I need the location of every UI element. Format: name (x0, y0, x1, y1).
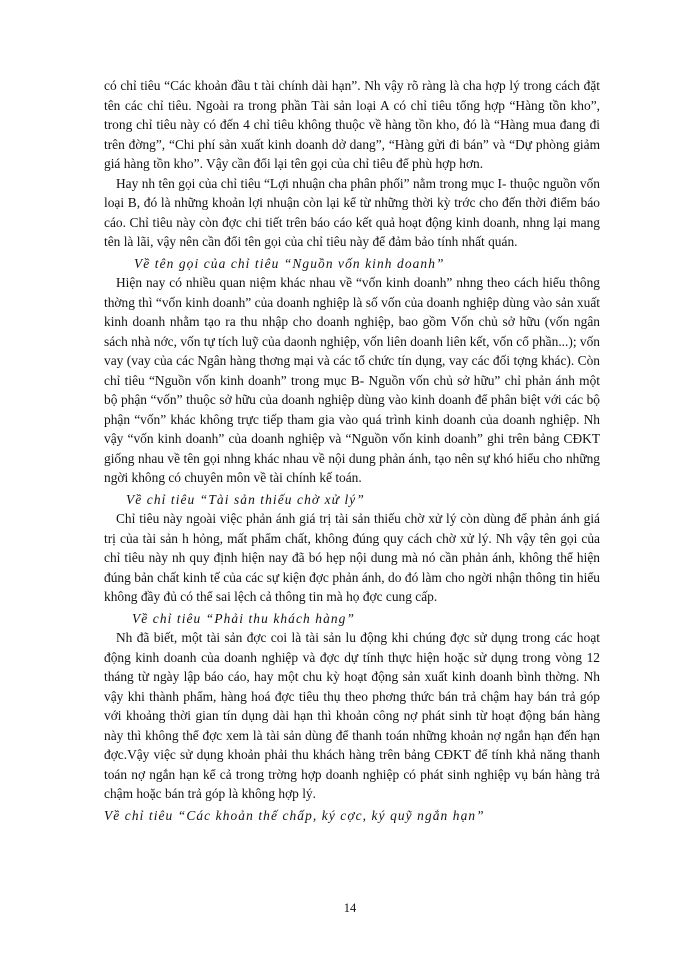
section-heading-business-capital: Về tên gọi của chỉ tiêu “Nguồn vốn kinh doanh” (134, 255, 445, 271)
section-heading-deposits: Về chỉ tiêu “Các khoản thế chấp, ký cợc, ký quỹ ngắn hạn” (104, 807, 485, 823)
page-number: 14 (343, 901, 357, 915)
paragraph-business-capital: Hiện nay có nhiều quan niệm khác nhau về “vốn kinh doanh” nhng theo cách hiểu thông thờng thì “vốn kinh doanh” của doanh nghiệp là số vốn của doanh nghiệp dùng vào sản xuất kinh doanh nhằm tạo ra thu nhập cho doanh nghiệp, bao gồm Vốn chủ sở hữu (vốn ngân sách nhà nớc, vốn tự tích luỹ của daonh nghiệp, vốn liên doanh liên kết, vốn cổ phần...); vốn vay (vay của các Ngân hàng thơng mại và các tổ chức tín dụng, vay các đối tợng khác). Còn chỉ tiêu “Nguồn vốn kinh doanh” trong mục B- Nguồn vốn chủ sở hữu” chỉ phản ánh một bộ phận “vốn” thuộc sở hữu của doanh nghiệp dùng vào kinh doanh để phân biệt với các bộ phận “vốn” khác không trực tiếp tham gia vào quá trình kinh doanh của doanh nghiệp. Nh vậy “vốn kinh doanh” của doanh nghiệp và “Nguồn vốn kinh doanh” ghi trên bảng CĐKT giống nhau về tên gọi nhng khác nhau về nội dung phản ánh, tạo nên sự khó hiểu cho những ngời không có chuyên môn về tài chính kế toán. (104, 275, 600, 485)
paragraph-intro: có chỉ tiêu “Các khoản đầu t tài chính dài hạn”. Nh vậy rõ ràng là cha hợp lý trong cách đặt tên các chỉ tiêu. Ngoài ra trong phần Tài sản loại A có chỉ tiêu tổng hợp “Hàng tồn kho”, trong chỉ tiêu này có đến 4 chỉ tiêu không thuộc về hàng tồn kho, đó là “Hàng mua đang đi trên đờng”, “Chi phí sản xuất kinh doanh dở dang”, “Hàng gửi đi bán” và “Dự phòng giảm giá hàng tồn kho”. Vậy cần đổi lại tên gọi của chỉ tiêu để phù hợp hơn. (104, 78, 600, 171)
page-body (104, 76, 600, 825)
paragraph-receivables: Nh đã biết, một tài sản đợc coi là tài sản lu động khi chúng đợc sử dụng trong các hoạt động kinh doanh của doanh nghiệp và đợc dự tính thực hiện hoặc sử dụng trong vòng 12 tháng từ ngày lập báo cáo, hay một chu kỳ hoạt động sản xuất kinh doanh bình thờng. Nh vậy khi thành phẩm, hàng hoá đợc tiêu thụ theo phơng thức bán trả chậm hay bán trả góp với khoảng thời gian tín dụng dài hạn thì khoản công nợ phát sinh từ hoạt động bán hàng này thì không thể đợc xem là tài sản dùng để thanh toán những khoản nợ ngắn hạn đến hạn đợc.Vậy việc sử dụng khoản phải thu khách hàng trên bảng CĐKT để tính khả năng thanh toán nợ ngắn hạn kể cả trong trờng hợp doanh nghiệp có phát sinh nghiệp vụ bán hàng trả chậm hoặc bán trả góp là không hợp lý. (104, 630, 600, 801)
section-heading-receivables: Về chỉ tiêu “Phải thu khách hàng” (132, 610, 355, 626)
paragraph-undistributed-profit: Hay nh tên gọi của chỉ tiêu “Lợi nhuận cha phân phối” nằm trong mục I- thuộc nguồn vốn loại B, đó là những khoản lợi nhuận còn lại kể từ những thời kỳ trớc cho đến thời điểm báo cáo. Chỉ tiêu này còn đợc chi tiết trên báo cáo kết quả hoạt động kinh doanh, nhng lại mang tên là lãi, vậy nên cần đổi tên gọi của chỉ tiêu này để đảm bảo tính nhất quán. (104, 175, 600, 249)
section-heading-missing-assets: Về chỉ tiêu “Tài sản thiếu chờ xử lý” (126, 491, 365, 507)
paragraph-missing-assets: Chỉ tiêu này ngoài việc phản ánh giá trị tài sản thiếu chờ xử lý còn dùng để phản ánh giá trị của tài sản h hỏng, mất phẩm chất, không đúng quy cách chờ xử lý. Nh vậy tên gọi của chỉ tiêu này nh quy định hiện nay đã bó hẹp nội dung mà nó cần phản ánh, không thể hiện đúng bản chất kinh tế của các sự kiện đợc phản ánh, do đó làm cho ngời nhận thông tin hiểu không đầy đủ có thể sai lệch cả thông tin mà họ đợc cung cấp. (104, 511, 600, 604)
